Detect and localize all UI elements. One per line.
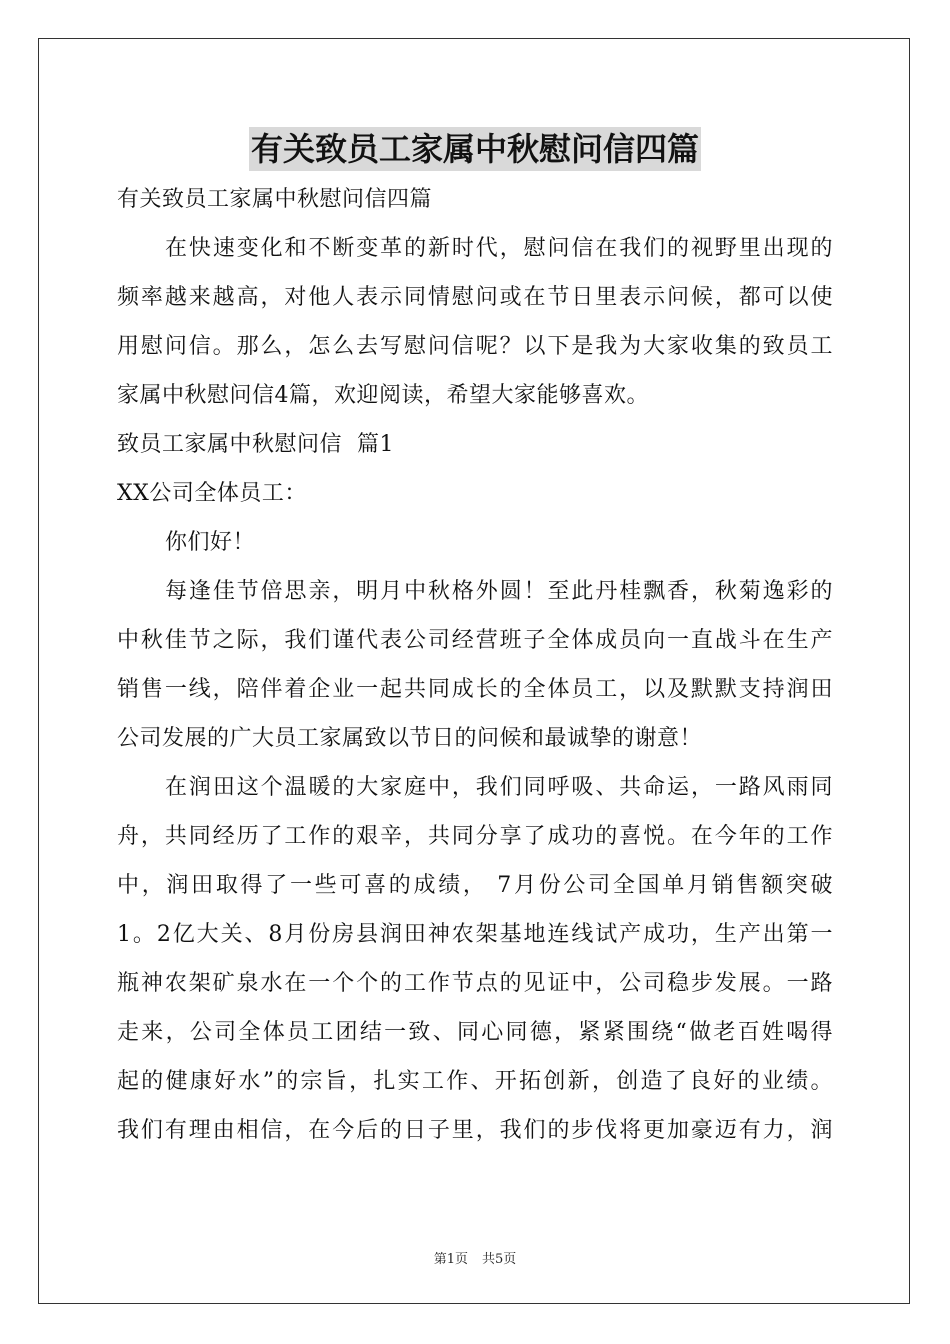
page-footer bbox=[0, 1248, 950, 1267]
page-number-current: 第1页 bbox=[433, 1252, 468, 1267]
document-subtitle: 有关致员工家属中秋慰问信四篇 bbox=[117, 187, 433, 212]
paragraph-line: 每逢佳节倍思亲，明月中秋格外圆！至此丹桂飘香，秋菊逸彩的 bbox=[165, 579, 833, 604]
title-wrap bbox=[0, 127, 950, 171]
document-title: 有关致员工家属中秋慰问信四篇 bbox=[249, 127, 701, 171]
paragraph-line: 我们有理由相信，在今后的日子里，我们的步伐将更加豪迈有力，润 bbox=[117, 1118, 833, 1143]
body-paragraph-2 bbox=[117, 763, 833, 1155]
intro-line: 用慰问信。那么，怎么去写慰问信呢？以下是我为大家收集的致员工 bbox=[117, 334, 833, 359]
intro-line: 在快速变化和不断变革的新时代，慰问信在我们的视野里出现的 bbox=[165, 236, 833, 261]
paragraph-line: 起的健康好水”的宗旨，扎实工作、开拓创新，创造了良好的业绩。 bbox=[117, 1069, 833, 1094]
paragraph-line: 销售一线，陪伴着企业一起共同成长的全体员工，以及默默支持润田 bbox=[117, 677, 833, 702]
paragraph-line: 1。2亿大关、8月份房县润田神农架基地连线试产成功，生产出第一 bbox=[117, 922, 833, 947]
greeting: 你们好！ bbox=[165, 530, 256, 555]
document-body bbox=[117, 175, 833, 1155]
paragraph-line: 瓶神农架矿泉水在一个个的工作节点的见证中，公司稳步发展。一路 bbox=[117, 971, 833, 996]
salutation: XX公司全体员工： bbox=[117, 481, 307, 506]
page-number-total: 共5页 bbox=[482, 1252, 517, 1267]
paragraph-line: 在润田这个温暖的大家庭中，我们同呼吸、共命运，一路风雨同 bbox=[165, 775, 833, 800]
paragraph-line: 走来，公司全体员工团结一致、同心同德，紧紧围绕“做老百姓喝得 bbox=[117, 1020, 833, 1045]
section-heading: 致员工家属中秋慰问信 篇1 bbox=[117, 432, 394, 457]
paragraph-line: 中，润田取得了一些可喜的成绩， 7月份公司全国单月销售额突破 bbox=[117, 873, 833, 898]
intro-paragraph bbox=[117, 224, 833, 420]
intro-line: 频率越来越高，对他人表示同情慰问或在节日里表示问候，都可以使 bbox=[117, 285, 833, 310]
paragraph-line: 中秋佳节之际，我们谨代表公司经营班子全体成员向一直战斗在生产 bbox=[117, 628, 833, 653]
paragraph-line: 公司发展的广大员工家属致以节日的问候和最诚挚的谢意！ bbox=[117, 726, 703, 751]
body-paragraph-1 bbox=[117, 567, 833, 763]
intro-line: 家属中秋慰问信4篇，欢迎阅读，希望大家能够喜欢。 bbox=[117, 383, 649, 408]
paragraph-line: 舟，共同经历了工作的艰辛，共同分享了成功的喜悦。在今年的工作 bbox=[117, 824, 833, 849]
